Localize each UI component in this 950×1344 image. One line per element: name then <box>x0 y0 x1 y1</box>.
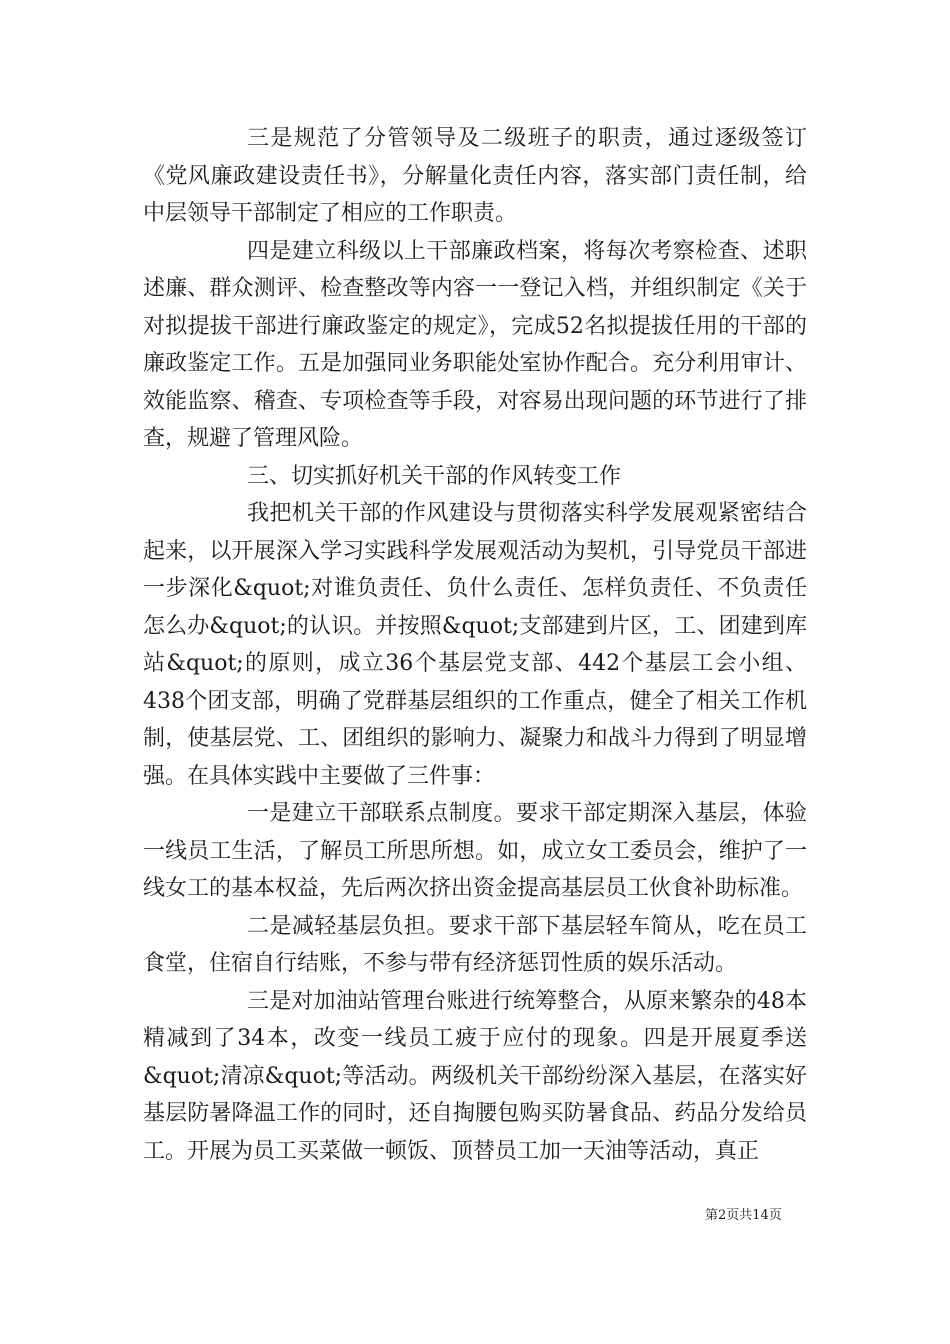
paragraph-duty-standardization: 三是规范了分管领导及二级班子的职责，通过逐级签订《党风廉政建设责任书》，分解量化责任内容，落实部门责任制，给中层领导干部制定了相应的工作职责。 <box>143 126 807 226</box>
paragraph-ledger-integration: 三是对加油站管理台账进行统筹整合，从原来繁杂的48本精减到了34本，改变一线员工疲于应付的现象。四是开展夏季送&quot;清凉&quot;等活动。两级机关干部纷纷深入基层，在落实好基层防暑降温工作的同时，还自掏腰包购买防暑食品、药品分发给员工。开展为员工买菜做一顿饭、顶替员工加一天油等活动，真正 <box>143 988 807 1164</box>
paragraph-contact-point: 一是建立干部联系点制度。要求干部定期深入基层，体验一线员工生活，了解员工所思所想。如，成立女工委员会，维护了一线女工的基本权益，先后两次挤出资金提高基层员工伙食补助标准。 <box>143 801 807 901</box>
section-heading: 三、切实抓好机关干部的作风转变工作 <box>247 463 622 489</box>
paragraph-reduce-burden: 二是减轻基层负担。要求干部下基层轻车简从，吃在员工食堂，住宿自行结账，不参与带有经济惩罚性质的娱乐活动。 <box>143 913 807 976</box>
paragraph-integrity-archive: 四是建立科级以上干部廉政档案，将每次考察检查、述职述廉、群众测评、检查整改等内容一一登记入档，并组织制定《关于对拟提拔干部进行廉政鉴定的规定》，完成52名拟提拔任用的干部的廉政鉴定工作。五是加强同业务职能处室协作配合。充分利用审计、效能监察、稽查、专项检查等手段，对容易出现问题的环节进行了排查，规避了管理风险。 <box>143 238 807 451</box>
paragraph-style-building: 我把机关干部的作风建设与贯彻落实科学发展观紧密结合起来，以开展深入学习实践科学发展观活动为契机，引导党员干部进一步深化&quot;对谁负责任、负什么责任、怎样负责任、不负责任怎么办&quot;的认识。并按照&quot;支部建到片区，工、团建到库站&quot;的原则，成立36个基层党支部、442个基层工会小组、438个团支部，明确了党群基层组织的工作重点，健全了相关工作机制，使基层党、工、团组织的影响力、凝聚力和战斗力得到了明显增强。在具体实践中主要做了三件事： <box>143 501 807 789</box>
document-body <box>143 120 807 1170</box>
page-number-footer: 第2页共14页 <box>705 1208 782 1223</box>
